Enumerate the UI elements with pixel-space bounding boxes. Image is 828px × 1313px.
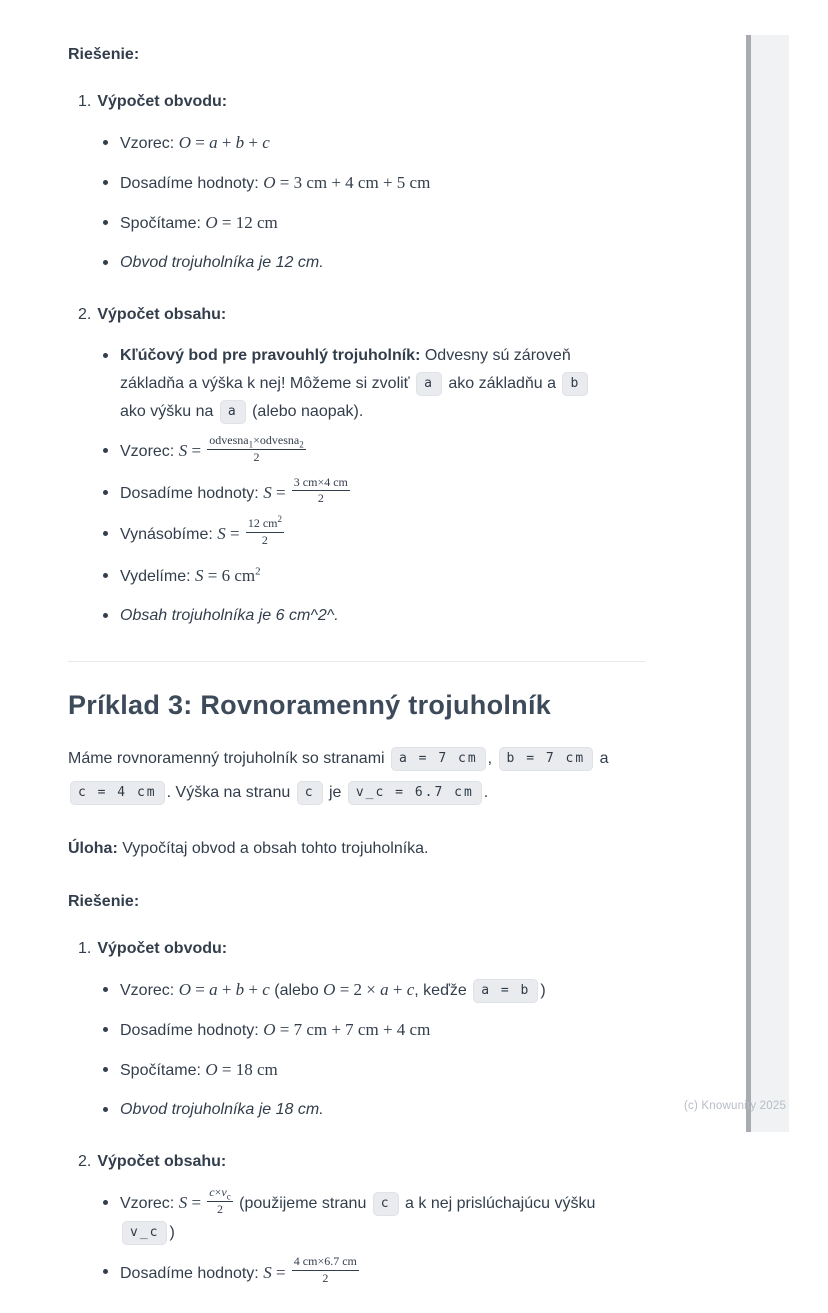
text-run: a <box>595 749 609 767</box>
italic-text-run: Obvod trojuholníka je 12 cm. <box>120 254 324 271</box>
bullet-content <box>120 607 339 624</box>
inline-code-chip: a = 7 cm <box>391 747 486 771</box>
math-text: ×odvesna <box>253 433 300 447</box>
bullet-item <box>104 169 708 198</box>
math-text: = 7 cm + 7 cm + 4 cm <box>275 1019 431 1039</box>
text-run: (použijeme stranu <box>234 1194 371 1212</box>
bullet-item <box>104 976 708 1005</box>
math-superscript: 2 <box>277 514 282 525</box>
bullet-content <box>120 1184 596 1242</box>
fraction-denominator <box>253 450 259 465</box>
fraction-denominator <box>322 1271 328 1286</box>
text-run: je <box>324 783 346 801</box>
math-variable: O <box>178 979 191 999</box>
scrollbar-thumb[interactable] <box>746 35 751 1132</box>
fraction-numerator <box>292 476 350 492</box>
text-run: Dosadíme hodnoty: <box>120 1264 264 1282</box>
item-number: 1. <box>78 939 92 957</box>
math-text: + <box>244 133 263 152</box>
bullet-content <box>120 347 590 420</box>
bullet-dot <box>103 1067 108 1072</box>
item-title: Výpočet obvodu: <box>97 93 228 110</box>
math-variable: S <box>263 482 272 502</box>
bullet-dot <box>103 353 108 358</box>
math-text: = <box>225 524 244 544</box>
math-text: 4 cm×6.7 cm <box>293 1254 357 1269</box>
text-run: . <box>483 783 489 801</box>
text-run: Spočítame: <box>120 215 206 232</box>
fraction <box>207 434 305 465</box>
bullet-item <box>104 209 708 238</box>
item-title: Výpočet obsahu: <box>97 1152 227 1170</box>
bullet-item <box>104 602 708 630</box>
italic-text-run: Obvod trojuholníka je 18 cm. <box>120 1100 324 1118</box>
divider <box>68 661 645 662</box>
math-expression <box>179 133 270 152</box>
fraction <box>292 476 350 507</box>
text-run: Vypočítaj obvod a obsah tohto trojuholníka. <box>122 839 429 857</box>
item-number: 1. <box>78 93 92 110</box>
bullet-dot <box>103 1027 108 1032</box>
bullet-content <box>120 1101 324 1118</box>
math-text: 2 <box>217 1201 223 1216</box>
math-variable: c <box>209 1184 215 1199</box>
fraction-denominator <box>318 491 324 506</box>
bullet-dot <box>103 448 108 453</box>
math-variable: O <box>205 213 218 232</box>
bullet-item <box>104 474 708 510</box>
math-expression <box>179 980 270 999</box>
math-text: = 3 cm + 4 cm + 5 cm <box>275 173 431 192</box>
bullet-item <box>104 249 708 277</box>
text-run: základňa a výška k nej! Môžeme si zvoliť <box>120 375 415 392</box>
numbered-item-head <box>78 301 708 329</box>
inline-code-chip: c = 4 cm <box>70 781 165 805</box>
math-variable: b <box>235 133 245 152</box>
text-run: , <box>487 749 497 767</box>
math-text: = <box>187 441 206 461</box>
math-text: = <box>190 133 210 152</box>
bullet-dot <box>103 490 108 495</box>
bullet-item <box>104 129 708 158</box>
math-expression <box>323 980 414 999</box>
bullet-content <box>120 135 270 152</box>
bullet-list <box>78 1184 708 1289</box>
math-variable: a <box>209 133 218 152</box>
math-text: 2 <box>322 1271 329 1286</box>
math-expression <box>195 566 261 585</box>
bullet-item <box>104 562 708 591</box>
math-variable: O <box>323 979 336 999</box>
bullet-dot <box>103 1269 108 1274</box>
inline-code-chip: b <box>562 372 588 396</box>
text-run: Vynásobíme: <box>120 526 218 544</box>
bullet-content <box>120 433 308 464</box>
math-text: + <box>217 979 236 999</box>
math-expression <box>205 1060 277 1079</box>
math-superscript: 2 <box>255 565 261 578</box>
inline-code-chip: b = 7 cm <box>499 747 594 771</box>
solution-label-1: Riešenie: <box>68 46 140 63</box>
intro-paragraph <box>68 742 708 810</box>
text-run: ako výšku na <box>120 403 218 420</box>
fraction <box>207 1186 232 1217</box>
math-text: odvesna <box>209 433 249 447</box>
math-variable: a <box>380 979 389 999</box>
inline-code-chip: a = b <box>473 979 538 1003</box>
numbered-item-head <box>78 1148 708 1176</box>
fraction-numerator <box>292 1255 359 1271</box>
bullet-content <box>120 215 278 232</box>
math-variable: S <box>263 1262 272 1282</box>
math-variable: c <box>406 979 415 999</box>
bold-text-run: Kľúčový bod pre pravouhlý trojuholník: <box>120 347 425 364</box>
italic-text-run: Obsah trojuholníka je 6 cm^2^. <box>120 606 339 624</box>
math-expression <box>178 433 308 464</box>
math-expression <box>205 213 277 232</box>
text-run: . Výška na stranu <box>166 783 295 801</box>
bullet-item <box>104 514 708 551</box>
bullet-content <box>120 254 324 271</box>
bullet-content <box>120 979 546 999</box>
math-text: + <box>244 979 263 999</box>
fraction <box>292 1255 359 1286</box>
math-text: = 2 × <box>335 979 381 999</box>
math-variable: a <box>209 979 218 999</box>
solution-label-2: Riešenie: <box>68 892 140 910</box>
inline-code-chip: c <box>297 781 323 805</box>
bullet-content <box>120 565 261 585</box>
watermark: (c) Knowunity 2025 <box>684 1100 787 1112</box>
math-variable: O <box>178 133 191 152</box>
numbered-item-1-1 <box>78 88 708 277</box>
math-expression <box>263 1020 430 1039</box>
bullet-content <box>120 514 286 547</box>
text-run: (alebo naopak). <box>247 403 364 420</box>
math-text: 3 cm×4 cm <box>293 474 348 489</box>
bullet-item <box>104 1056 708 1085</box>
page-edge-panel <box>751 35 789 1132</box>
math-variable: S <box>217 524 226 544</box>
text-run: ) <box>169 1224 175 1242</box>
math-expression <box>178 1184 235 1216</box>
text-run: Odvesny sú zároveň <box>424 347 571 364</box>
bold-text-run: Úloha: <box>68 839 123 857</box>
inline-code-chip: v_c <box>122 1221 167 1245</box>
fraction-numerator <box>207 1186 232 1202</box>
bullet-item <box>104 1254 708 1289</box>
bullet-content <box>120 1059 278 1079</box>
math-variable: S <box>178 1192 188 1212</box>
text-run: Spočítame: <box>120 1061 206 1079</box>
text-run: Vydelíme: <box>120 567 195 585</box>
math-variable: S <box>195 565 204 585</box>
math-variable: c <box>262 133 270 152</box>
math-text: + <box>388 979 407 999</box>
bullet-content <box>120 175 430 192</box>
bullet-item <box>104 1096 708 1124</box>
numbered-item-head <box>78 88 708 116</box>
document-content <box>68 41 708 1313</box>
math-text: 12 cm <box>247 516 278 531</box>
inline-code-chip: a <box>416 372 442 396</box>
task-paragraph <box>68 835 708 863</box>
math-variable: b <box>235 979 245 999</box>
text-run: , keďže <box>414 981 472 999</box>
math-variable: O <box>205 1059 218 1079</box>
numbered-item-1-2 <box>78 301 708 630</box>
math-text: = <box>271 1262 290 1282</box>
fraction <box>246 514 284 548</box>
text-run: Dosadíme hodnoty: <box>120 175 264 192</box>
fraction-denominator <box>217 1202 223 1217</box>
fraction-numerator <box>246 514 284 533</box>
inline-code-chip: c <box>373 1192 399 1216</box>
bullet-dot <box>103 260 108 265</box>
text-run: Vzorec: <box>120 1194 179 1212</box>
math-text: × <box>214 1184 222 1199</box>
math-variable: v <box>221 1184 227 1199</box>
bullet-dot <box>103 573 108 578</box>
math-text: = <box>271 482 290 502</box>
math-variable: O <box>263 1019 276 1039</box>
inline-code-chip: v_c = 6.7 cm <box>348 781 482 805</box>
numbered-item-head <box>78 935 708 963</box>
numbered-item-2-1 <box>78 935 708 1124</box>
bullet-dot <box>103 1107 108 1112</box>
math-variable: S <box>178 441 188 461</box>
bullet-dot <box>103 180 108 185</box>
bullet-dot <box>103 140 108 145</box>
math-subscript: 2 <box>299 439 304 450</box>
math-text: 2 <box>253 449 260 464</box>
bullet-list <box>78 976 708 1124</box>
bullet-list <box>78 342 708 630</box>
math-variable: O <box>263 173 276 192</box>
text-run: Vzorec: <box>120 135 179 152</box>
text-run: Vzorec: <box>120 981 179 999</box>
text-run: Dosadíme hodnoty: <box>120 1021 264 1039</box>
bullet-item <box>104 1016 708 1045</box>
fraction-numerator <box>207 434 305 450</box>
bullet-item <box>104 1184 708 1248</box>
math-text: = 18 cm <box>217 1059 278 1079</box>
math-text: = <box>190 979 210 999</box>
math-text: = 6 cm <box>203 565 256 585</box>
math-text: = 12 cm <box>217 213 278 232</box>
inline-code-chip: a <box>220 400 246 424</box>
item-title: Výpočet obvodu: <box>97 939 228 957</box>
text-run: (alebo <box>269 981 324 999</box>
item-title: Výpočet obsahu: <box>97 306 227 323</box>
math-text: 2 <box>317 491 324 506</box>
text-run: Vzorec: <box>120 443 179 461</box>
bullet-item <box>104 342 708 426</box>
math-subscript: 1 <box>248 439 254 450</box>
text-run: Dosadíme hodnoty: <box>120 484 264 502</box>
math-subscript: c <box>226 1191 231 1202</box>
bullet-dot <box>103 1200 108 1205</box>
text-run: Máme rovnoramenný trojuholník so stranami <box>68 749 390 767</box>
math-text: = <box>187 1192 206 1212</box>
text-run: a k nej prislúchajúcu výšku <box>400 1194 596 1212</box>
bullet-item <box>104 433 708 468</box>
text-run: ako základňu a <box>443 375 561 392</box>
bullet-dot <box>103 531 108 536</box>
bullet-dot <box>103 220 108 225</box>
example-heading: Príklad 3: Rovnoramenný trojuholník <box>68 689 552 720</box>
item-number: 2. <box>78 1152 92 1170</box>
bullet-dot <box>103 987 108 992</box>
numbered-item-2-2 <box>78 1148 708 1289</box>
math-variable: c <box>262 979 270 999</box>
text-run: ) <box>540 981 546 999</box>
math-text: 2 <box>261 532 268 547</box>
bullet-dot <box>103 613 108 618</box>
math-text: + <box>217 133 236 152</box>
bullet-content <box>120 1019 431 1039</box>
math-expression <box>217 514 286 547</box>
fraction-denominator <box>262 533 268 548</box>
item-number: 2. <box>78 306 92 323</box>
bullet-list <box>78 129 708 277</box>
math-expression <box>263 173 430 192</box>
